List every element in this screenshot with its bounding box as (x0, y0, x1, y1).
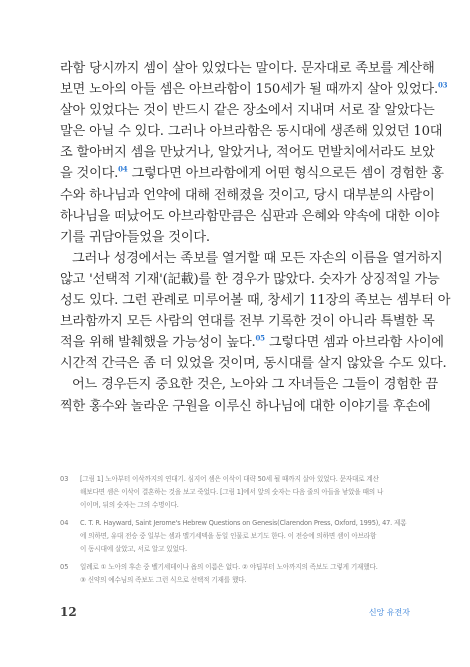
footnote-line: [그림 1] 노아부터 이삭까지의 연대기. 심지어 셈은 이삭이 대략 50세 될 때까지 살아 있었다. 문자대로 계산 (80, 475, 379, 483)
paragraph (60, 58, 448, 248)
footnote-text (80, 473, 412, 512)
footnote-line: 이이며, 뒤의 숫자는 그의 수명이다. (80, 501, 179, 509)
text-line: 시간적 간극은 좀 더 있었을 것이며, 동시대를 살지 않았을 수도 있다. (60, 356, 447, 372)
footnotes (60, 473, 412, 592)
text-line: 성도 있다. 그런 관례로 미루어볼 때, 창세기 11장의 족보는 셈부터 아 (60, 293, 451, 309)
footnote-line: 이 동시대에 살았고, 서로 알고 있었다. (80, 545, 187, 553)
text-line: 어느 경우든지 중요한 것은, 노아와 그 자녀들은 그들이 경험한 끔 (72, 377, 438, 393)
footnote-text (80, 517, 412, 556)
running-title: 신앙 유전자 (368, 608, 410, 617)
footnote-line: ③ 신약의 예수님의 족보도 그런 식으로 선택적 기재를 했다. (80, 576, 247, 584)
text-line: 수와 하나님과 언약에 대해 전해졌을 것이고, 당시 대부분의 사람이 (60, 187, 435, 203)
footnote (60, 473, 412, 512)
text-line: 살아 있었다는 것이 반드시 같은 장소에서 지내며 서로 잘 알았다는 (60, 103, 435, 119)
footnote-line: 일례로 ① 노아의 후손 중 벨기세데이나 욥의 이름은 없다. ② 야딥부터 노아까지의 족보도 그렇게 기재했다. (80, 563, 378, 571)
text-line: 보면 노아의 아들 셈은 아브라함이 150세가 될 때까지 살아 있었다.$^{03}$ (60, 80, 448, 98)
footnote-ref: 04 (118, 165, 128, 175)
text-line: 하나님을 떠났어도 아브라함만큼은 심판과 은혜와 약속에 대한 이야 (60, 208, 440, 224)
text-line: 적을 위해 발췌했을 가능성이 높다.$^{05}$ 그렇다면 셈과 아브라함 사이에 (60, 333, 444, 351)
text-line: 않고 '선택적 기재'(記載)를 한 경우가 많았다. 숫자가 상징적일 가능 (60, 271, 440, 287)
body-text (60, 58, 451, 417)
footnote-line: 에 의하면, 유대 전승 중 일부는 셈과 멜기세덱을 동일 인물로 보기도 한다. 이 전승에 의하면 셈이 아브라함 (80, 532, 377, 540)
footnote-line: 해보다면 셈은 이삭이 결혼하는 것을 보고 죽었다. [그림 1]에서 앞의 숫자는 다음 줄의 아들을 낳았을 때의 나 (80, 488, 384, 496)
text-line: 찍한 홍수와 놀라운 구원을 이루신 하나님에 대한 이야기를 후손에 (60, 398, 431, 414)
text-line: 그러나 성경에서는 족보를 열거할 때 모든 자손의 이름을 열거하지 (72, 250, 443, 266)
paragraph (60, 374, 438, 416)
text-line: 을 것이다.$^{04}$ 그렇다면 아브라함에게 어떤 형식으로든 셈이 경험한 홍 (60, 165, 444, 182)
text-line: 라함 당시까지 셈이 살아 있었다는 말이다. 문자대로 족보를 계산해 (60, 61, 435, 76)
footnote-ref: 03 (437, 80, 448, 90)
footnote (60, 561, 412, 587)
footnote-number: 03 (60, 475, 69, 483)
text-line: 기를 귀담아들었을 것이다. (60, 229, 210, 245)
footnote-line: C. T. R. Hayward, Saint Jerome's Hebrew Questions on Genesis(Clarendon Press, Oxford, 1995), 47. 제롬 (80, 519, 407, 527)
page-number: 12 (60, 605, 77, 619)
footnote-ref: 05 (255, 333, 265, 343)
text-line: 조 할아버지 셈을 만났거나, 알았거나, 적어도 먼발치에서라도 보았 (60, 145, 435, 161)
paragraph (60, 248, 451, 375)
text-line: 브라함까지 모든 사람의 연대를 전부 기록한 것이 아니라 특별한 목 (60, 314, 435, 330)
text-line: 말은 아닐 수 있다. 그러나 아브라함은 동시대에 생존해 있었던 10대 (60, 124, 443, 140)
footnote (60, 517, 412, 556)
footnote-number: 04 (60, 519, 69, 527)
footnote-text (80, 561, 412, 587)
footnote-number: 05 (60, 563, 69, 571)
